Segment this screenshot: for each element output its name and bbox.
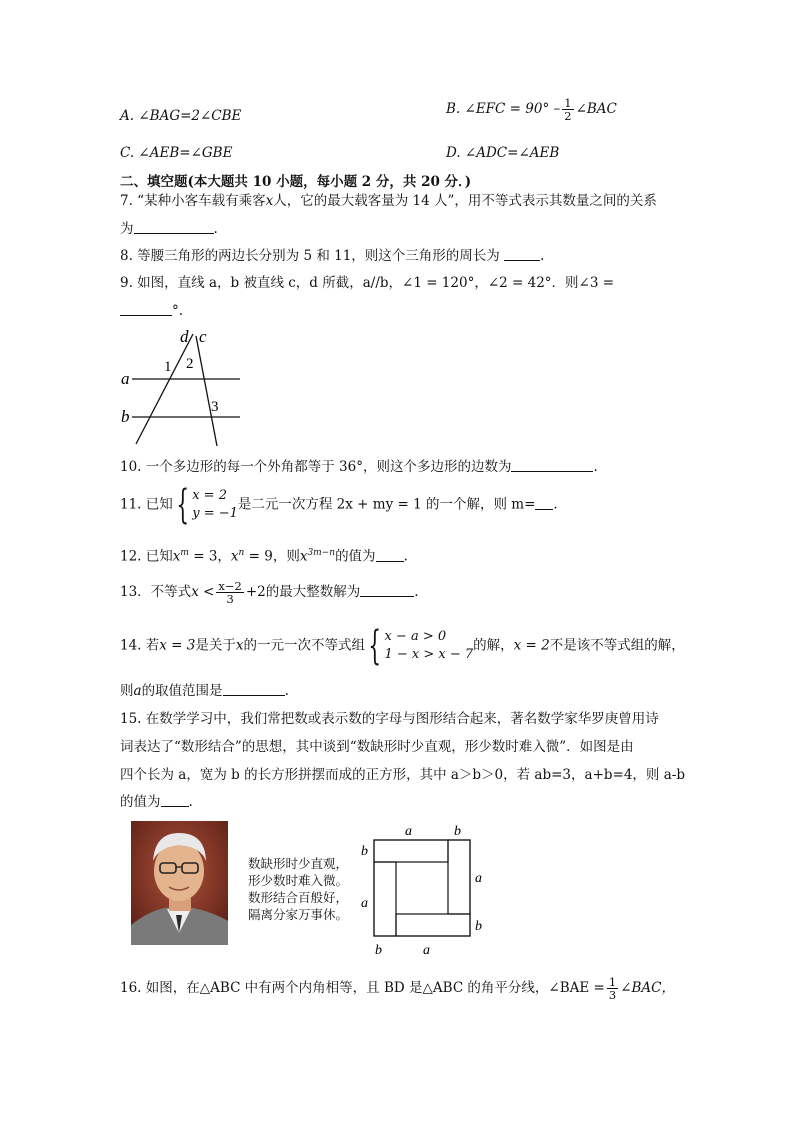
line-d bbox=[136, 334, 193, 444]
q14-answer-blank[interactable] bbox=[223, 682, 285, 696]
label-1: 1 bbox=[164, 359, 172, 375]
option-b-prefix: B. ∠EFC = 90° – bbox=[446, 101, 561, 117]
q15-line2: 词表达了“数形结合”的思想，其中谈到“数缺形时少直观，形少数时难入微”．如图是由 bbox=[120, 739, 634, 755]
q16: 16. 如图，在△ABC 中有两个内角相等，且 BD 是△ABC 的角平分线，∠BAE = $\frac{1}{3}$ ∠BAC， bbox=[120, 975, 676, 1002]
label-d: d bbox=[180, 327, 189, 346]
q7-answer-blank[interactable] bbox=[134, 220, 214, 234]
poem-line-4: 隔离分家万事休。 bbox=[248, 907, 349, 922]
option-b-fraction: $\frac{1}{2}$ bbox=[564, 96, 572, 123]
sq-label-left-b: b bbox=[361, 844, 368, 859]
q7-line1: 7. “某种小客车载有乘客x人，它的最大载客量为 14 人”，用不等式表示其数量之间的关系 bbox=[120, 193, 657, 209]
sq-label-top-a: a bbox=[405, 824, 412, 839]
option-d[interactable]: D. ∠ADC=∠AEB bbox=[446, 145, 560, 161]
q15-line4: 的值为 . bbox=[120, 794, 193, 810]
poem-line-1: 数缺形时少直观， bbox=[248, 856, 349, 871]
q14-line2: 则a的取值范围是 . bbox=[120, 683, 289, 699]
option-b-suffix: ∠BAC bbox=[575, 101, 617, 117]
q11-answer-blank[interactable] bbox=[535, 496, 553, 510]
q9-answer-blank[interactable] bbox=[120, 302, 172, 316]
option-a[interactable]: A. ∠BAG=2∠CBE bbox=[120, 108, 242, 124]
q8-answer-blank[interactable] bbox=[504, 247, 540, 261]
q8: 8. 等腰三角形的两边长分别为 5 和 11，则这个三角形的周长为 . bbox=[120, 248, 545, 264]
q9-line2: °. bbox=[120, 302, 183, 320]
sq-label-bottom-b: b bbox=[375, 943, 382, 958]
q15-line3: 四个长为 a，宽为 b 的长方形拼摆而成的正方形，其中 a＞b＞0，若 ab=3，a+b=4，则 a-b bbox=[120, 767, 685, 783]
q15-line1: 15. 在数学学习中，我们常把数或表示数的字母与图形结合起来，著名数学家华罗庚曾用诗 bbox=[120, 711, 659, 727]
q10-answer-blank[interactable] bbox=[511, 458, 593, 472]
label-a: a bbox=[121, 369, 130, 388]
portrait-photo bbox=[131, 821, 228, 945]
square-figure bbox=[356, 820, 490, 960]
q12-answer-blank[interactable] bbox=[376, 548, 404, 562]
parallel-lines-figure bbox=[118, 326, 248, 448]
label-2: 2 bbox=[186, 356, 194, 372]
q9-line1: 9. 如图，直线 a，b 被直线 c，d 所截，a//b，∠1 = 120°，∠2 = 42°．则∠3 = bbox=[120, 275, 615, 291]
sq-label-right-b: b bbox=[475, 919, 482, 934]
sq-label-right-a: a bbox=[475, 871, 482, 886]
q10: 10. 一个多边形的每一个外角都等于 36°，则这个多边形的边数为 . bbox=[120, 459, 598, 475]
q13-answer-blank[interactable] bbox=[360, 583, 414, 597]
line-c bbox=[196, 336, 217, 446]
poem bbox=[248, 855, 348, 923]
sq-label-top-b: b bbox=[454, 824, 461, 839]
q12: 12. 已知$x^m = 3$，$x^n = 9$，则$x^{3m-n}$的值为 . bbox=[120, 548, 408, 565]
poem-line-3: 数形结合百般好， bbox=[248, 890, 349, 905]
label-3: 3 bbox=[211, 399, 219, 415]
sq-label-left-a: a bbox=[361, 896, 368, 911]
option-c[interactable]: C. ∠AEB=∠GBE bbox=[120, 145, 233, 161]
q11: 11. 已知{ x = 2 y = −1 是二元一次方程 2x + my = 1 的一个解，则 m= . bbox=[120, 482, 558, 528]
q14-line1: 14. 若x = 3是关于x的一元一次不等式组{ x − a > 0 1 − x > x − 7 的解，x = 2不是该不等式组的解， bbox=[120, 623, 685, 669]
label-b: b bbox=[121, 407, 130, 426]
q7-line2: 为 . bbox=[120, 221, 218, 237]
q15-answer-blank[interactable] bbox=[161, 793, 189, 807]
option-b[interactable] bbox=[446, 97, 617, 122]
section-title: 二、填空题(本大题共 10 小题，每小题 2 分，共 20 分．) bbox=[120, 174, 472, 190]
sq-label-bottom-a: a bbox=[423, 943, 430, 958]
label-c: c bbox=[199, 327, 207, 346]
q13: 13．不等式x < $\frac{x-2}{3}$ +2的最大整数解为 . bbox=[120, 579, 419, 606]
poem-line-2: 形少数时难入微。 bbox=[248, 873, 349, 888]
